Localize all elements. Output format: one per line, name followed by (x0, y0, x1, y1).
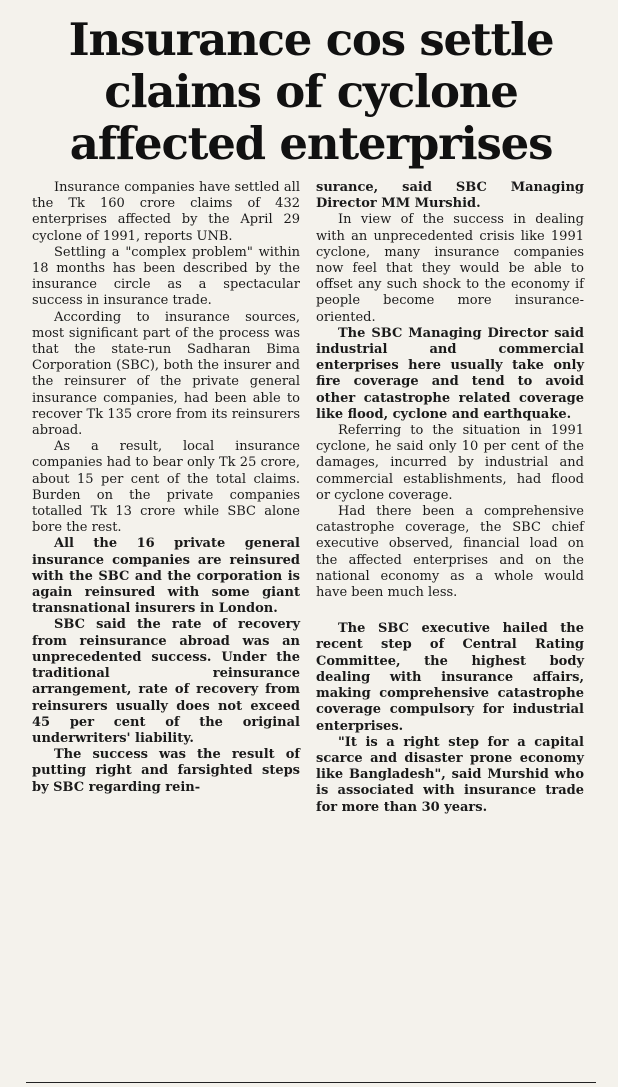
paragraph: Settling a "complex problem" within 18 months has been described by the insurance circle as a spectacular success in insurance trade. (32, 244, 300, 309)
article-body (26, 180, 596, 816)
headline (26, 14, 596, 170)
paragraph: "It is a right step for a capital scarce and disaster prone economy like Bangladesh", said Murshid who is associated with insurance trade for more than 30 years. (316, 734, 584, 815)
paragraph: In view of the success in dealing with an unprecedented crisis like 1991 cyclone, many insurance companies now feel that they would be able to offset any such shock to the economy if people become more insurance-oriented. (316, 212, 584, 325)
paragraph: As a result, local insurance companies had to bear only Tk 25 crore, about 15 per cent of the total claims. Burden on the private companies totalled Tk 13 crore while SBC alone bore the rest. (32, 439, 300, 536)
column-left (32, 180, 300, 816)
headline-line-3: affected enterprises (69, 117, 553, 170)
paragraph: surance, said SBC Managing Director MM Murshid. (316, 180, 584, 212)
bottom-rule (26, 1082, 596, 1083)
paragraph: The success was the result of putting right and farsighted steps by SBC regarding rein- (32, 747, 300, 795)
paragraph: Had there been a comprehensive catastrophe coverage, the SBC chief executive observed, financial load on the affected enterprises and on the national economy as a whole would have been much less. (316, 504, 584, 601)
paragraph: Insurance companies have settled all the Tk 160 crore claims of 432 enterprises affected by the April 29 cyclone of 1991, reports UNB. (32, 180, 300, 244)
paragraph: All the 16 private general insurance companies are reinsured with the SBC and the corporation is again reinsured with some giant transnational insurers in London. (32, 536, 300, 617)
headline-line-1: Insurance cos settle (68, 13, 554, 66)
paragraph: The SBC executive hailed the recent step of Central Rating Committee, the highest body dealing with insurance affairs, making comprehensive catastrophe coverage compulsory for industrial enterprises. (316, 621, 584, 734)
paragraph: Referring to the situation in 1991 cyclone, he said only 10 per cent of the damages, incurred by industrial and commercial establishments, had flood or cyclone coverage. (316, 423, 584, 503)
headline-line-2: claims of cyclone (104, 65, 518, 118)
column-right (316, 180, 584, 816)
paragraph: SBC said the rate of recovery from reinsurance abroad was an unprecedented success. Under the traditional reinsurance arrangement, rate of recovery from reinsurers usually does not exceed 45 per cent of the original underwriters' liability. (32, 617, 300, 746)
paragraph: The SBC Managing Director said industrial and commercial enterprises here usually take only fire coverage and tend to avoid other catastrophe related coverage like flood, cyclone and earthquake. (316, 325, 584, 422)
paragraph: According to insurance sources, most significant part of the process was that the state-run Sadharan Bima Corporation (SBC), both the insurer and the reinsurer of the private general insurance companies, had been able to recover Tk 135 crore from its reinsurers abroad. (32, 309, 300, 439)
